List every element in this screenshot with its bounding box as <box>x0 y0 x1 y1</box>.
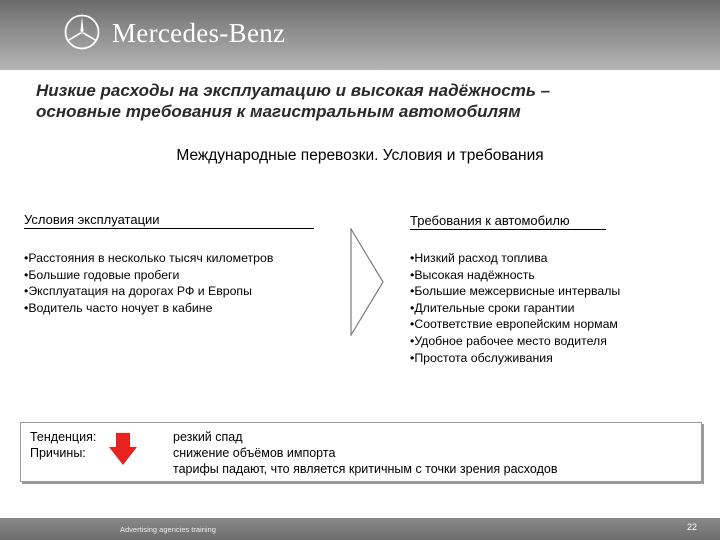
list-item: • Эксплуатация на дорогах РФ и Европы <box>24 283 273 300</box>
list-item: • Водитель часто ночует в кабине <box>24 300 273 317</box>
list-item: • Соответствие европейским нормам <box>410 316 620 333</box>
brand-name: Mercedes-Benz <box>112 18 286 48</box>
list-item: • Простота обслуживания <box>410 350 620 367</box>
header-bar <box>0 0 720 70</box>
red-down-arrow-icon <box>109 433 137 465</box>
subtitle-text: Международные перевозки. Условия и требования <box>176 147 544 164</box>
page-title <box>36 80 676 122</box>
list-item: • Длительные сроки гарантии <box>410 300 620 317</box>
list-item: • Большие межсервисные интервалы <box>410 283 620 300</box>
footer-bar <box>0 518 720 540</box>
conditions-list <box>24 250 273 316</box>
list-item: • Низкий расход топлива <box>410 250 620 267</box>
reason-line-1: снижение объёмов импорта <box>173 446 336 460</box>
page-subtitle <box>0 147 720 165</box>
trend-label: Тенденция: <box>30 430 97 444</box>
list-item: • Высокая надёжность <box>410 267 620 284</box>
list-item: • Удобное рабочее место водителя <box>410 333 620 350</box>
list-item: • Большие годовые пробеги <box>24 267 273 284</box>
reason-line-2: тарифы падают, что является критичным с точки зрения расходов <box>173 462 558 476</box>
title-line-1: Низкие расходы на эксплуатацию и высокая надёжность – <box>36 81 551 100</box>
conditions-heading: Условия эксплуатации <box>24 212 314 229</box>
page-number: 22 <box>687 522 698 532</box>
title-line-2: основные требования к магистральным автомобилям <box>36 102 521 121</box>
chevron-right-arrow-icon <box>350 228 384 336</box>
trend-value: резкий спад <box>173 430 243 444</box>
footer-text: Advertising agencies training <box>120 525 216 534</box>
mercedes-star-icon <box>64 14 100 50</box>
list-item: • Расстояния в несколько тысяч километров <box>24 250 273 267</box>
requirements-heading: Требования к автомобилю <box>410 213 606 230</box>
reasons-label: Причины: <box>30 446 86 460</box>
requirements-list <box>410 250 620 366</box>
trend-box <box>20 422 702 482</box>
